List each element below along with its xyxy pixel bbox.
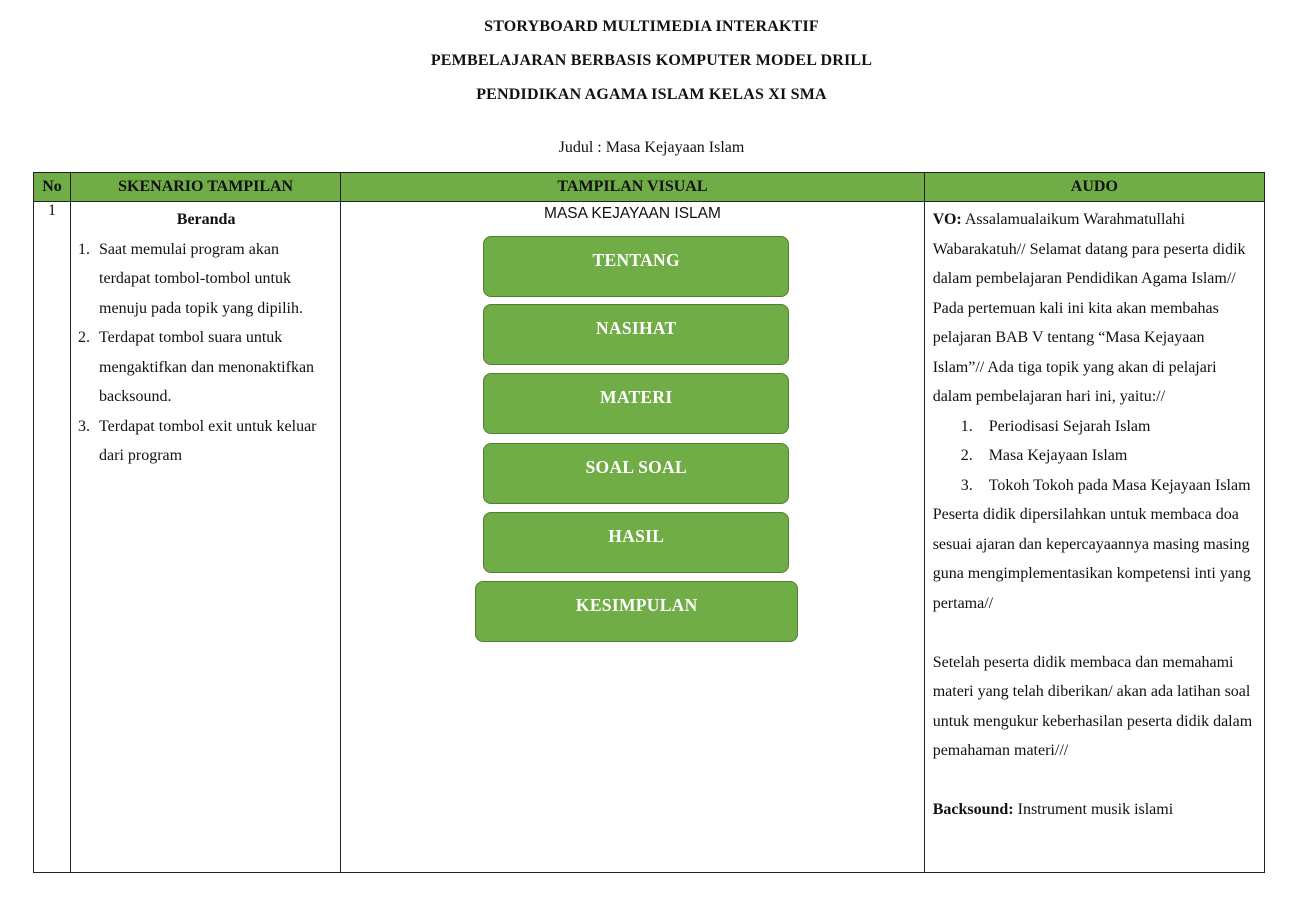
vo-text: Assalamualaikum Warahmatullahi Wabarakatuh// Selamat datang para peserta didik dalam pembelajaran Pendidikan Agama Islam// Pada pertemuan kali ini kita akan membahas pelajaran BAB V tentang “Masa Kejayaan Islam”// Ada tiga topik yang akan di pelajari dalam pembelajaran hari ini, yaitu:// bbox=[932, 211, 1246, 405]
skenario-cell bbox=[71, 202, 341, 873]
header-no: No bbox=[34, 173, 71, 202]
backsound-paragraph bbox=[933, 795, 1258, 825]
list-item-text: Periodisasi Sejarah Islam bbox=[988, 417, 1151, 435]
tentang-button[interactable]: TENTANG bbox=[483, 236, 789, 297]
list-item bbox=[78, 412, 334, 471]
hasil-button[interactable]: HASIL bbox=[483, 512, 789, 573]
audio-cell bbox=[924, 202, 1264, 873]
storyboard-table bbox=[33, 172, 1265, 873]
row-number: 1 bbox=[34, 202, 71, 873]
list-item-text: Saat memulai program akan terdapat tombol-tombol untuk menuju pada topik yang dipilih. bbox=[99, 240, 303, 317]
list-item bbox=[933, 412, 1258, 442]
skenario-title: Beranda bbox=[176, 211, 236, 228]
list-item-text: Terdapat tombol exit untuk keluar dari program bbox=[99, 417, 317, 464]
list-item bbox=[78, 235, 334, 324]
list-item-number: 3. bbox=[78, 417, 91, 435]
storyboard-subtitle: PEMBELAJARAN BERBASIS KOMPUTER MODEL DRILL bbox=[430, 52, 873, 69]
list-item-number: 1. bbox=[78, 240, 91, 258]
list-item-text: Masa Kejayaan Islam bbox=[988, 447, 1128, 464]
doa-paragraph: Peserta didik dipersilahkan untuk membaca doa sesuai ajaran dan kepercayaannya masing masing guna mengimplementasikan kompetensi inti yang pertama// bbox=[932, 506, 1251, 612]
latihan-paragraph: Setelah peserta didik membaca dan memahami materi yang telah diberikan/ akan ada latihan soal untuk mengukur keberhasilan peserta didik dalam pemahaman materi/// bbox=[932, 653, 1253, 759]
table-header-row bbox=[34, 173, 1265, 202]
visual-title: MASA KEJAYAAN ISLAM bbox=[544, 205, 721, 222]
table-row bbox=[34, 202, 1265, 873]
list-item bbox=[78, 323, 334, 412]
vo-paragraph bbox=[933, 205, 1258, 412]
list-item-number: 1. bbox=[960, 417, 973, 435]
vo-label: VO: bbox=[932, 211, 962, 228]
storyboard-subject: PENDIDIKAN AGAMA ISLAM KELAS XI SMA bbox=[476, 86, 827, 103]
list-item-text: Tokoh Tokoh pada Masa Kejayaan Islam bbox=[988, 476, 1251, 494]
list-item-text: Terdapat tombol suara untuk mengaktifkan dan menonaktifkan backsound. bbox=[99, 329, 315, 405]
storyboard-title: STORYBOARD MULTIMEDIA INTERAKTIF bbox=[484, 18, 819, 35]
soal-soal-button[interactable]: SOAL SOAL bbox=[483, 443, 789, 504]
list-item-number: 3. bbox=[960, 476, 973, 494]
judul-label: Judul : Masa Kejayaan Islam bbox=[558, 139, 745, 156]
list-item-number: 2. bbox=[78, 329, 91, 346]
nasihat-button[interactable]: NASIHAT bbox=[483, 304, 789, 365]
list-item-number: 2. bbox=[960, 447, 973, 464]
header-audio: AUDO bbox=[924, 173, 1264, 202]
skenario-list bbox=[78, 235, 334, 471]
backsound-text: Instrument musik islami bbox=[1013, 801, 1174, 818]
header-skenario: SKENARIO TAMPILAN bbox=[71, 173, 341, 202]
list-item bbox=[933, 471, 1258, 501]
list-item bbox=[933, 441, 1258, 471]
backsound-label: Backsound: bbox=[932, 801, 1014, 818]
kesimpulan-button[interactable]: KESIMPULAN bbox=[475, 581, 798, 642]
visual-cell bbox=[341, 202, 924, 873]
topic-list bbox=[933, 412, 1258, 501]
materi-button[interactable]: MATERI bbox=[483, 373, 789, 434]
header-visual: TAMPILAN VISUAL bbox=[341, 173, 924, 202]
